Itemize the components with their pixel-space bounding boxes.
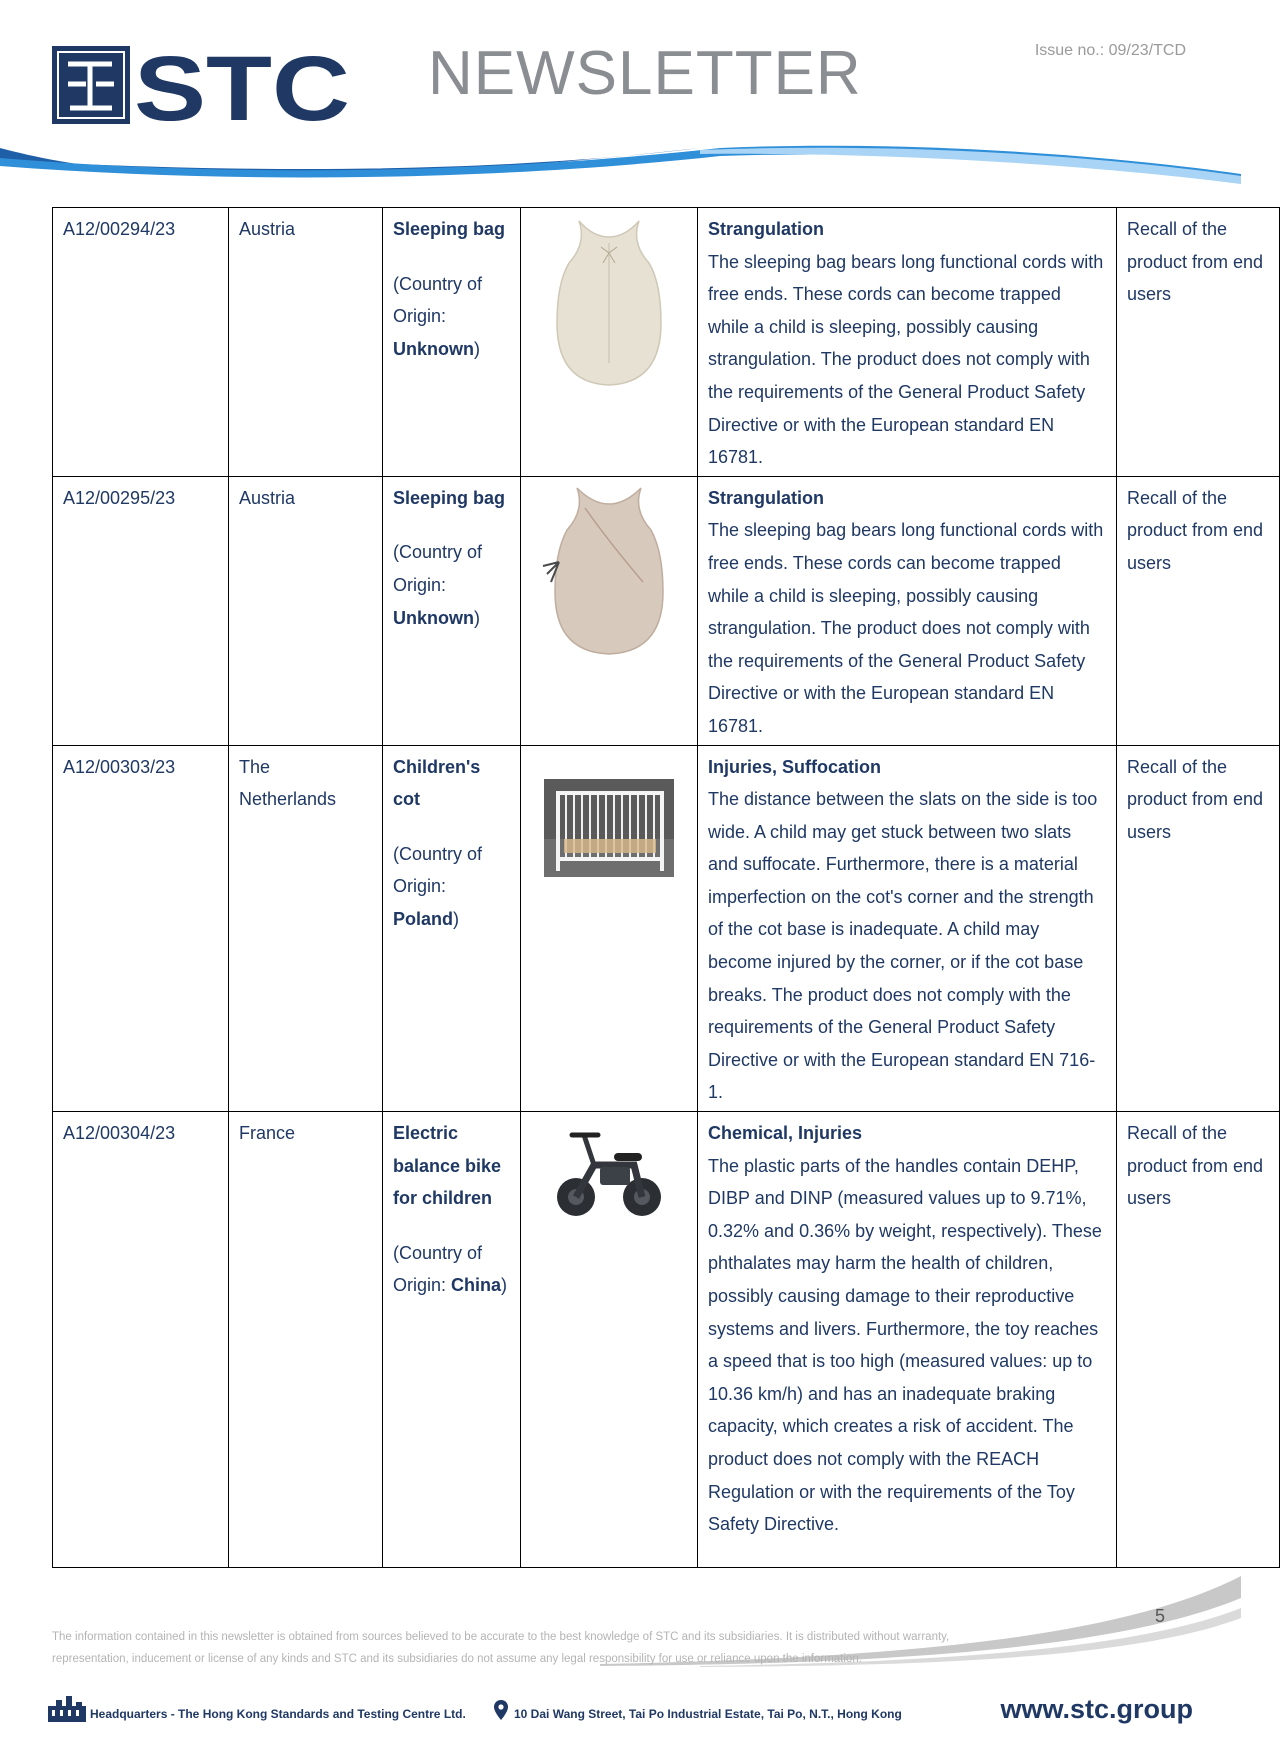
product-cell [383,476,521,745]
product-name: Electric balance bike for children [393,1123,502,1209]
product-name: Sleeping bag [393,487,506,508]
product-image-cell [521,1112,698,1568]
table-row [53,745,1280,1112]
notifying-country: Austria [229,476,383,745]
ref-number: A12/00294/23 [53,208,229,477]
footer-bar [48,1692,1193,1728]
origin-close: ) [474,338,480,359]
building-icon [48,1696,86,1722]
table-row [53,1112,1280,1568]
ref-number: A12/00295/23 [53,476,229,745]
location-pin-icon [494,1700,508,1720]
risk-description: The distance between the slats on the side is too wide. A child may get stuck between two slats and suffocate. Furthermore, there is a material imperfection on the cot's corner and the strength of the cot base is inadequate. A child may become injured by the corner, or if the cot base breaks. The product does not comply with the requirements of the General Product Safety Directive or with the European standard EN 716-1. [708,789,1098,1103]
sleeping-bag-image [539,213,679,393]
measure-taken: Recall of the product from end users [1117,208,1280,477]
origin-country: Poland [393,908,454,929]
product-image-cell [521,745,698,1112]
product-image-cell [521,208,698,477]
newsletter-title: NEWSLETTER [428,39,862,108]
table-row [53,476,1280,745]
website-link[interactable]: www.stc.group [1000,1694,1193,1724]
logo-text: STC [134,38,350,140]
balance-bike-image [554,1125,664,1225]
risk-title: Injuries, Suffocation [708,756,882,777]
ref-number: A12/00303/23 [53,745,229,1112]
stc-logo [52,38,352,140]
risk-cell [698,208,1117,477]
header-swoosh [0,140,1241,200]
table-row [53,208,1280,477]
measure-taken: Recall of the product from end users [1117,745,1280,1112]
notifying-country: The Netherlands [229,745,383,1112]
product-name: Children's cot [393,756,481,810]
notifying-country: Austria [229,208,383,477]
origin-label: (Country of Origin: [393,542,483,595]
disclaimer: The information contained in this newsletter is obtained from sources believed to be accurate to the best knowledge of STC and its subsidiaries. It is distributed without warranty, representation, inducement or license of any kinds and STC and its subsidiaries do not assume any legal responsibility for use or reliance upon the information. [52,1631,950,1665]
product-name: Sleeping bag [393,219,506,239]
origin-label: (Country of Origin: [393,843,483,897]
risk-cell [698,745,1117,1112]
address-text: 10 Dai Wang Street, Tai Po Industrial Estate, Tai Po, N.T., Hong Kong [514,1707,902,1721]
risk-description: The sleeping bag bears long functional cords with free ends. These cords can become trapped while a child is sleeping, possibly causing strangulation. The product does not comply with the requirements of the General Product Safety Directive or with the European standard EN 16781. [708,251,1104,468]
risk-cell [698,476,1117,745]
ref-number: A12/00304/23 [53,1112,229,1568]
origin-label: (Country of Origin: [393,1242,483,1296]
product-cell [383,745,521,1112]
notifying-country: France [229,1112,383,1568]
risk-title: Strangulation [708,487,824,508]
origin-close: ) [474,607,480,628]
product-cell [383,208,521,477]
measure-taken: Recall of the product from end users [1117,476,1280,745]
recall-table [52,207,1280,1568]
issue-number: Issue no.: 09/23/TCD [1034,42,1186,59]
wrap-sleeping-bag-image [539,482,679,662]
origin-country: China [451,1275,502,1296]
origin-country: Unknown [393,338,474,359]
headquarters-text: Headquarters - The Hong Kong Standards and Testing Centre Ltd. [90,1707,466,1721]
origin-label: (Country of Origin: [393,273,483,327]
origin-country: Unknown [393,607,474,628]
product-cell [383,1112,521,1568]
risk-cell [698,1112,1117,1568]
cot-image [544,779,674,877]
origin-close: ) [453,908,460,929]
product-image-cell [521,476,698,745]
risk-title: Strangulation [708,219,824,239]
risk-description: The plastic parts of the handles contain DEHP, DIBP and DINP (measured values up to 9.71%, 0.32% and 0.36% by weight, respectively). These phthalates may harm the health of children, possibly causing damage to their reproductive systems and livers. Furthermore, the toy reaches a speed that is too high (measured values: up to 10.36 km/h) and has an inadequate braking capacity, which creates a risk of accident. The product does not comply with the REACH Regulation or with the requirements of the Toy Safety Directive. [708,1155,1102,1535]
risk-description: The sleeping bag bears long functional cords with free ends. These cords can become trapped while a child is sleeping, possibly causing strangulation. The product does not comply with the requirements of the General Product Safety Directive or with the European standard EN 16781. [708,520,1104,736]
origin-close: ) [501,1275,508,1296]
measure-taken: Recall of the product from end users [1117,1112,1280,1568]
risk-title: Chemical, Injuries [708,1123,863,1144]
